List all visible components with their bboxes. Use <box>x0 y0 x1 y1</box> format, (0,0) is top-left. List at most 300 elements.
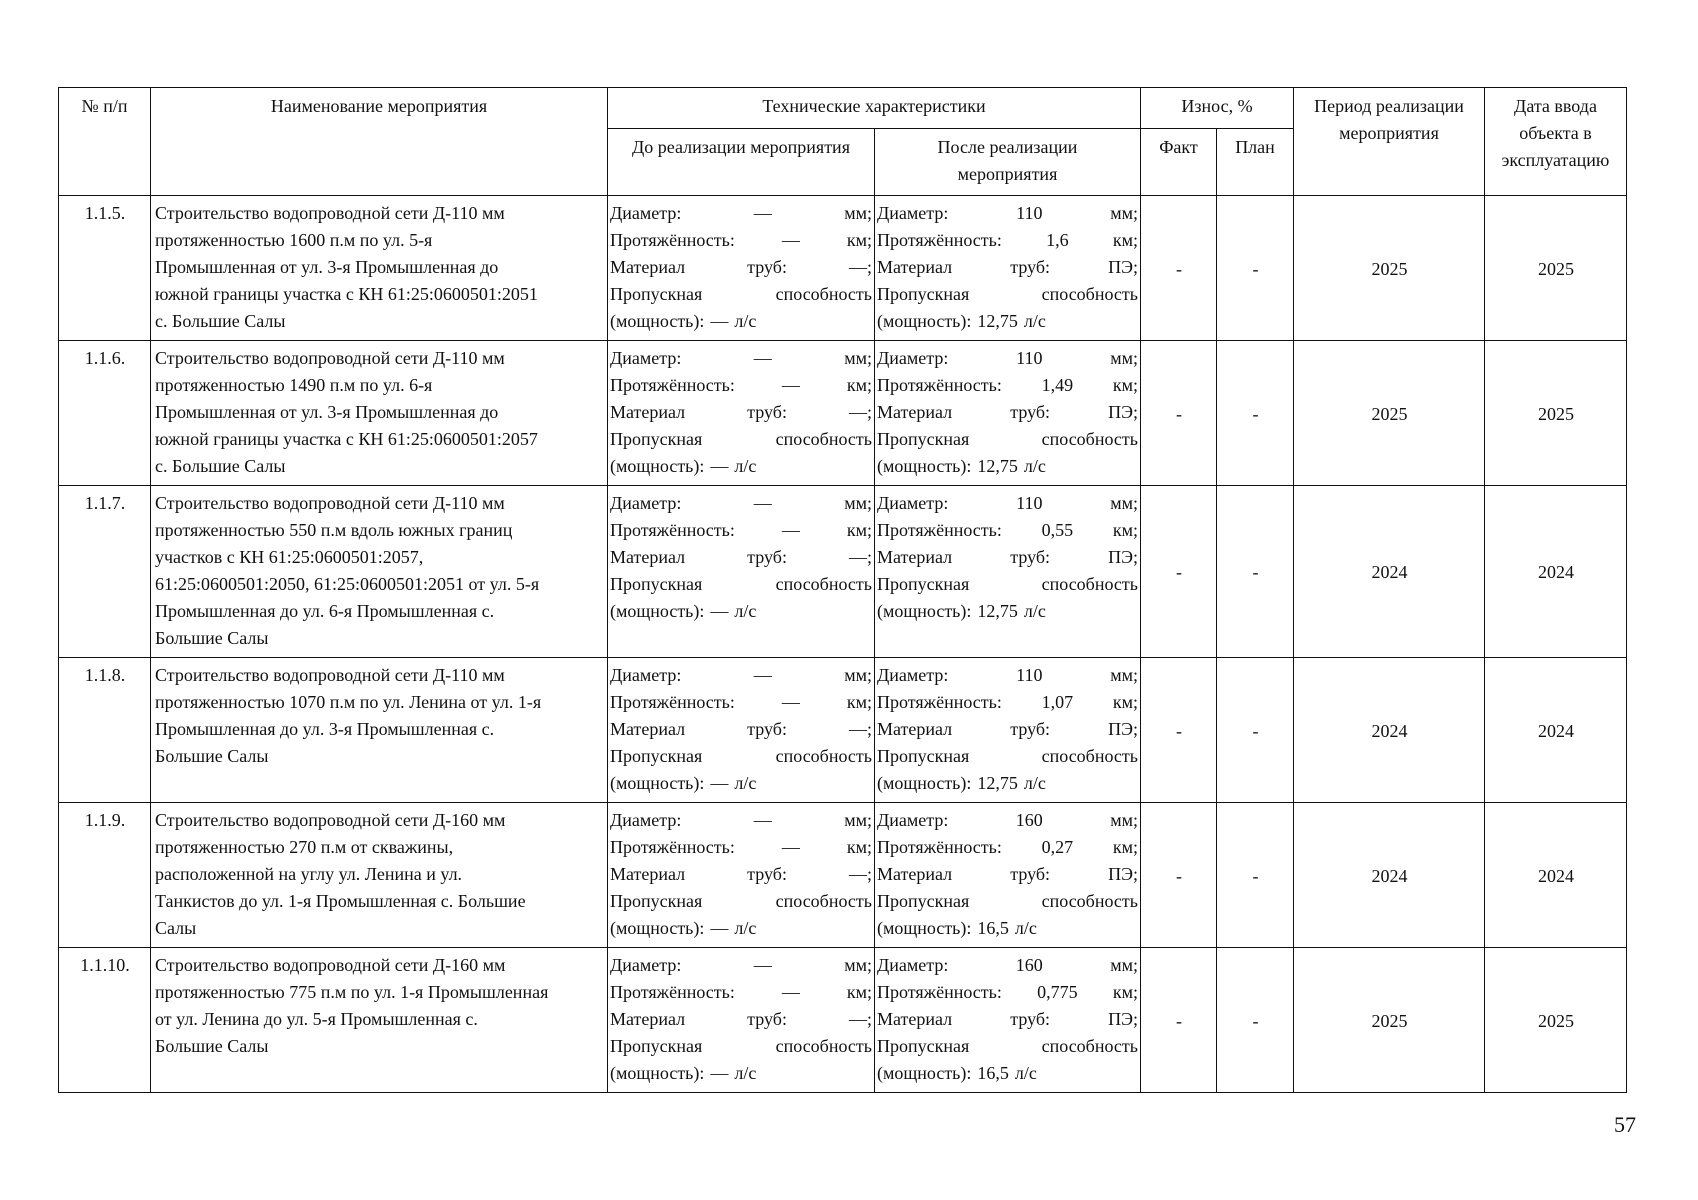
table-row <box>59 803 1627 948</box>
tech-token: Протяжённость: <box>877 837 1002 857</box>
tech-token: — <box>753 493 772 513</box>
row-name-line: протяженностью 1600 п.м по ул. 5-я <box>155 230 433 250</box>
commission-date: 2025 <box>1485 341 1627 486</box>
tech-token: способность <box>775 574 872 594</box>
tech-token: ПЭ; <box>1108 1009 1138 1029</box>
row-name <box>151 658 608 803</box>
tech-token: Материал <box>877 864 953 884</box>
tech-token: мм; <box>844 810 872 830</box>
tech-line <box>877 662 1138 689</box>
wear-fact: - <box>1141 341 1217 486</box>
wear-plan: - <box>1217 196 1294 341</box>
tech-after <box>875 803 1141 948</box>
tech-token: Протяжённость: <box>610 692 735 712</box>
tech-token: Диаметр: <box>610 955 682 975</box>
period: 2025 <box>1294 341 1485 486</box>
tech-token: способность <box>1041 891 1138 911</box>
tech-token: Пропускная <box>877 284 970 304</box>
tech-line <box>877 453 1138 480</box>
row-name <box>151 341 608 486</box>
tech-line <box>610 453 872 480</box>
tech-token: — <box>781 520 800 540</box>
tech-line <box>610 807 872 834</box>
tech-token: — <box>710 773 729 793</box>
tech-token: (мощность): <box>610 1063 705 1083</box>
tech-line <box>877 915 1138 942</box>
tech-token: труб: <box>747 864 787 884</box>
tech-token: л/с <box>1023 311 1046 331</box>
header-date-line: объекта в <box>1519 123 1592 143</box>
tech-token: 16,5 <box>977 918 1009 938</box>
tech-token: Материал <box>610 1009 686 1029</box>
tech-line <box>610 743 872 770</box>
tech-token: Пропускная <box>610 284 703 304</box>
tech-token: Пропускная <box>610 1036 703 1056</box>
header-period <box>1294 88 1485 196</box>
row-name-line: Промышленная до ул. 6-я Промышленная с. <box>155 601 495 621</box>
row-name-line: расположенной на углу ул. Ленина и ул. <box>155 864 463 884</box>
period: 2025 <box>1294 196 1485 341</box>
header-wear-fact <box>1141 129 1217 196</box>
row-name-line: Промышленная от ул. 3-я Промышленная до <box>155 257 499 277</box>
row-number: 1.1.9. <box>59 803 151 948</box>
tech-line <box>610 1033 872 1060</box>
tech-line <box>610 834 872 861</box>
tech-token: труб: <box>747 402 787 422</box>
tech-token: мм; <box>844 348 872 368</box>
header-name-text: Наименование мероприятия <box>270 96 488 116</box>
tech-token: 0,27 <box>1041 837 1074 857</box>
wear-fact: - <box>1141 658 1217 803</box>
tech-token: л/с <box>734 1063 757 1083</box>
row-name-line: участков с КН 61:25:0600501:2057, <box>155 547 424 567</box>
tech-token: Протяжённость: <box>610 230 735 250</box>
tech-token: (мощность): <box>610 773 705 793</box>
tech-token: л/с <box>734 456 757 476</box>
tech-line <box>877 490 1138 517</box>
row-name-line: Строительство водопроводной сети Д-160 мм <box>155 955 506 975</box>
tech-token: 16,5 <box>977 1063 1009 1083</box>
tech-token: Материал <box>610 402 686 422</box>
tech-token: —; <box>848 547 872 567</box>
tech-token: км; <box>846 982 872 1002</box>
row-name-line: с. Большие Салы <box>155 456 286 476</box>
tech-token: — <box>781 692 800 712</box>
tech-token: 110 <box>1016 665 1043 685</box>
measures-table <box>58 87 1627 1093</box>
tech-line <box>610 716 872 743</box>
tech-line <box>610 254 872 281</box>
tech-line <box>877 861 1138 888</box>
tech-token: 1,49 <box>1041 375 1074 395</box>
table-row <box>59 196 1627 341</box>
header-number <box>59 88 151 196</box>
period: 2024 <box>1294 486 1485 658</box>
header-date-line: эксплуатацию <box>1501 150 1610 170</box>
row-name-line: от ул. Ленина до ул. 5-я Промышленная с. <box>155 1009 478 1029</box>
tech-token: Диаметр: <box>877 493 949 513</box>
tech-token: — <box>710 1063 729 1083</box>
tech-token: Пропускная <box>877 1036 970 1056</box>
row-name <box>151 948 608 1093</box>
tech-line <box>610 662 872 689</box>
tech-token: км; <box>1112 230 1138 250</box>
tech-token: ПЭ; <box>1108 719 1138 739</box>
tech-token: Диаметр: <box>610 665 682 685</box>
tech-token: Материал <box>610 864 686 884</box>
header-wear-plan-text: План <box>1235 137 1275 157</box>
tech-token: Диаметр: <box>877 955 949 975</box>
tech-line <box>610 345 872 372</box>
tech-before <box>608 803 875 948</box>
tech-after <box>875 658 1141 803</box>
row-name-line: 61:25:0600501:2050, 61:25:0600501:2051 от ул. 5-я <box>155 574 540 594</box>
tech-token: л/с <box>1014 1063 1037 1083</box>
tech-token: Материал <box>610 547 686 567</box>
tech-token: способность <box>1041 1036 1138 1056</box>
tech-token: — <box>710 918 729 938</box>
tech-token: Диаметр: <box>877 203 949 223</box>
tech-token: 12,75 <box>977 773 1018 793</box>
tech-token: —; <box>848 864 872 884</box>
commission-date: 2024 <box>1485 803 1627 948</box>
tech-token: — <box>753 203 772 223</box>
tech-token: л/с <box>1023 601 1046 621</box>
row-number: 1.1.5. <box>59 196 151 341</box>
measures-table-sheet <box>58 87 1626 1093</box>
row-name-line: Промышленная от ул. 3-я Промышленная до <box>155 402 499 422</box>
commission-date: 2024 <box>1485 658 1627 803</box>
tech-token: мм; <box>1110 665 1138 685</box>
tech-token: способность <box>1041 429 1138 449</box>
tech-line <box>610 952 872 979</box>
tech-token: (мощность): <box>877 601 972 621</box>
tech-line <box>610 227 872 254</box>
tech-line <box>877 716 1138 743</box>
header-tech <box>608 88 1141 129</box>
tech-token: л/с <box>1023 456 1046 476</box>
tech-line <box>877 598 1138 625</box>
tech-before <box>608 341 875 486</box>
tech-token: км; <box>1112 692 1138 712</box>
tech-token: Диаметр: <box>877 348 949 368</box>
tech-token: способность <box>1041 284 1138 304</box>
tech-token: —; <box>848 719 872 739</box>
tech-token: — <box>753 348 772 368</box>
row-name-line: Большие Салы <box>155 628 269 648</box>
tech-line <box>877 743 1138 770</box>
tech-line <box>610 770 872 797</box>
tech-token: Протяжённость: <box>877 375 1002 395</box>
wear-plan: - <box>1217 658 1294 803</box>
tech-token: Пропускная <box>877 429 970 449</box>
tech-token: (мощность): <box>877 918 972 938</box>
tech-token: —; <box>848 1009 872 1029</box>
tech-token: труб: <box>1010 1009 1051 1029</box>
tech-token: Материал <box>610 719 686 739</box>
tech-line <box>877 770 1138 797</box>
tech-line <box>877 689 1138 716</box>
tech-line <box>877 888 1138 915</box>
tech-token: способность <box>775 284 872 304</box>
header-wear-plan <box>1217 129 1294 196</box>
tech-token: ПЭ; <box>1108 402 1138 422</box>
tech-line <box>610 490 872 517</box>
tech-line <box>877 979 1138 1006</box>
row-name-line: Салы <box>155 918 197 938</box>
tech-before <box>608 658 875 803</box>
tech-token: Диаметр: <box>610 493 682 513</box>
row-name-line: Строительство водопроводной сети Д-160 мм <box>155 810 506 830</box>
header-wear <box>1141 88 1294 129</box>
tech-line <box>877 952 1138 979</box>
tech-after <box>875 948 1141 1093</box>
tech-token: Диаметр: <box>877 665 949 685</box>
tech-token: мм; <box>844 493 872 513</box>
tech-token: Протяжённость: <box>610 982 735 1002</box>
tech-token: — <box>753 810 772 830</box>
row-name <box>151 196 608 341</box>
tech-token: — <box>781 230 800 250</box>
period: 2025 <box>1294 948 1485 1093</box>
wear-fact: - <box>1141 196 1217 341</box>
tech-token: Протяжённость: <box>877 692 1002 712</box>
tech-token: 110 <box>1016 348 1043 368</box>
tech-token: Протяжённость: <box>610 837 735 857</box>
tech-line <box>877 571 1138 598</box>
tech-token: Диаметр: <box>610 203 682 223</box>
header-number-text: № п/п <box>81 96 128 116</box>
tech-token: мм; <box>1110 493 1138 513</box>
row-name-line: южной границы участка с КН 61:25:0600501:2057 <box>155 429 538 449</box>
tech-token: 0,775 <box>1037 982 1078 1002</box>
tech-before <box>608 948 875 1093</box>
row-name-line: Промышленная до ул. 3-я Промышленная с. <box>155 719 495 739</box>
row-name-line: Строительство водопроводной сети Д-110 мм <box>155 348 505 368</box>
tech-token: л/с <box>734 918 757 938</box>
tech-token: Протяжённость: <box>877 520 1002 540</box>
tech-after <box>875 486 1141 658</box>
page-number: 57 <box>1614 1112 1636 1137</box>
wear-fact: - <box>1141 803 1217 948</box>
table-row <box>59 341 1627 486</box>
tech-token: (мощность): <box>610 311 705 331</box>
row-name <box>151 486 608 658</box>
tech-token: Пропускная <box>610 891 703 911</box>
row-name-line: Танкистов до ул. 1-я Промышленная с. Большие <box>155 891 526 911</box>
table-header <box>59 88 1627 196</box>
tech-token: км; <box>1112 375 1138 395</box>
header-tech-before <box>608 129 875 196</box>
tech-line <box>610 308 872 335</box>
tech-line <box>610 200 872 227</box>
header-wear-text: Износ, % <box>1181 96 1253 116</box>
tech-token: мм; <box>844 955 872 975</box>
tech-token: — <box>710 311 729 331</box>
tech-token: Диаметр: <box>610 810 682 830</box>
tech-line <box>610 888 872 915</box>
row-number: 1.1.7. <box>59 486 151 658</box>
tech-token: Пропускная <box>610 746 703 766</box>
table-body <box>59 196 1627 1093</box>
row-name-line: Строительство водопроводной сети Д-110 мм <box>155 203 505 223</box>
tech-line <box>877 426 1138 453</box>
tech-line <box>877 807 1138 834</box>
tech-token: способность <box>775 891 872 911</box>
tech-token: способность <box>1041 746 1138 766</box>
tech-token: (мощность): <box>610 601 705 621</box>
commission-date: 2025 <box>1485 196 1627 341</box>
tech-token: ПЭ; <box>1108 257 1138 277</box>
tech-token: Материал <box>877 1009 953 1029</box>
tech-token: Пропускная <box>877 891 970 911</box>
table-row <box>59 948 1627 1093</box>
tech-line <box>877 1006 1138 1033</box>
tech-token: Протяжённость: <box>877 230 1002 250</box>
tech-line <box>877 345 1138 372</box>
tech-token: Материал <box>877 547 953 567</box>
commission-date: 2024 <box>1485 486 1627 658</box>
tech-token: км; <box>846 520 872 540</box>
header-period-line: Период реализации <box>1314 96 1464 116</box>
header-date <box>1485 88 1627 196</box>
tech-token: труб: <box>747 257 787 277</box>
period: 2024 <box>1294 658 1485 803</box>
tech-token: 110 <box>1016 203 1043 223</box>
tech-line <box>877 399 1138 426</box>
period: 2024 <box>1294 803 1485 948</box>
wear-plan: - <box>1217 486 1294 658</box>
tech-token: — <box>710 456 729 476</box>
row-name-line: протяженностью 1490 п.м по ул. 6-я <box>155 375 433 395</box>
row-number: 1.1.10. <box>59 948 151 1093</box>
tech-line <box>877 517 1138 544</box>
tech-token: 160 <box>1015 810 1043 830</box>
tech-line <box>877 1060 1138 1087</box>
header-date-line: Дата ввода <box>1514 96 1597 116</box>
row-name-line: протяженностью 1070 п.м по ул. Ленина от ул. 1-я <box>155 692 542 712</box>
row-name <box>151 803 608 948</box>
row-name-line: южной границы участка с КН 61:25:0600501:2051 <box>155 284 538 304</box>
tech-before <box>608 196 875 341</box>
row-number: 1.1.6. <box>59 341 151 486</box>
tech-line <box>610 544 872 571</box>
tech-token: л/с <box>734 773 757 793</box>
tech-line <box>610 689 872 716</box>
tech-token: Протяжённость: <box>610 520 735 540</box>
row-name-line: протяженностью 550 п.м вдоль южных границ <box>155 520 513 540</box>
header-tech-after <box>875 129 1141 196</box>
tech-token: 12,75 <box>977 311 1018 331</box>
tech-line <box>610 372 872 399</box>
tech-token: (мощность): <box>877 1063 972 1083</box>
tech-line <box>610 598 872 625</box>
tech-token: мм; <box>1110 203 1138 223</box>
header-tech-before-text: До реализации мероприятия <box>632 137 850 157</box>
header-tech-after-line: мероприятия <box>957 164 1058 184</box>
tech-token: труб: <box>1010 402 1051 422</box>
header-period-line: мероприятия <box>1339 123 1439 143</box>
tech-token: км; <box>1112 837 1138 857</box>
tech-line <box>610 979 872 1006</box>
tech-token: способность <box>775 746 872 766</box>
wear-plan: - <box>1217 341 1294 486</box>
tech-token: способность <box>775 1036 872 1056</box>
tech-token: Материал <box>877 719 953 739</box>
tech-token: Пропускная <box>610 574 703 594</box>
tech-line <box>610 426 872 453</box>
row-name-line: Строительство водопроводной сети Д-110 мм <box>155 493 505 513</box>
tech-token: км; <box>846 837 872 857</box>
wear-fact: - <box>1141 948 1217 1093</box>
tech-token: ПЭ; <box>1108 547 1138 567</box>
tech-token: мм; <box>1110 348 1138 368</box>
tech-token: л/с <box>734 601 757 621</box>
tech-line <box>877 281 1138 308</box>
tech-token: труб: <box>1010 864 1051 884</box>
tech-token: ПЭ; <box>1108 864 1138 884</box>
tech-token: труб: <box>747 719 787 739</box>
tech-token: (мощность): <box>610 456 705 476</box>
tech-token: (мощность): <box>877 773 972 793</box>
tech-line <box>610 1006 872 1033</box>
tech-line <box>610 861 872 888</box>
tech-token: (мощность): <box>877 456 972 476</box>
row-name-line: протяженностью 270 п.м от скважины, <box>155 837 454 857</box>
tech-token: мм; <box>844 203 872 223</box>
tech-token: л/с <box>1023 773 1046 793</box>
tech-line <box>877 254 1138 281</box>
tech-line <box>877 308 1138 335</box>
tech-token: способность <box>1041 574 1138 594</box>
header-tech-text: Технические характеристики <box>762 96 986 116</box>
row-name-line: с. Большие Салы <box>155 311 286 331</box>
tech-token: 1,6 <box>1046 230 1069 250</box>
table-row <box>59 658 1627 803</box>
row-name-line: Большие Салы <box>155 746 269 766</box>
tech-line <box>610 399 872 426</box>
tech-token: Диаметр: <box>610 348 682 368</box>
commission-date: 2025 <box>1485 948 1627 1093</box>
tech-token: Протяжённость: <box>610 375 735 395</box>
tech-token: Материал <box>877 257 953 277</box>
tech-line <box>877 200 1138 227</box>
tech-token: км; <box>846 375 872 395</box>
tech-token: Пропускная <box>610 429 703 449</box>
tech-token: Протяжённость: <box>877 982 1002 1002</box>
tech-token: труб: <box>747 547 787 567</box>
tech-token: — <box>781 982 800 1002</box>
tech-token: — <box>781 375 800 395</box>
header-wear-fact-text: Факт <box>1159 137 1198 157</box>
tech-token: км; <box>1112 982 1138 1002</box>
tech-line <box>877 834 1138 861</box>
tech-token: труб: <box>1010 719 1051 739</box>
tech-token: труб: <box>1010 547 1051 567</box>
tech-line <box>877 544 1138 571</box>
row-name-line: Большие Салы <box>155 1036 269 1056</box>
tech-token: —; <box>848 257 872 277</box>
tech-token: труб: <box>1010 257 1051 277</box>
tech-line <box>610 571 872 598</box>
tech-token: Пропускная <box>877 574 970 594</box>
tech-token: — <box>753 665 772 685</box>
table-row <box>59 486 1627 658</box>
row-number: 1.1.8. <box>59 658 151 803</box>
tech-line <box>877 372 1138 399</box>
tech-token: мм; <box>844 665 872 685</box>
wear-plan: - <box>1217 803 1294 948</box>
